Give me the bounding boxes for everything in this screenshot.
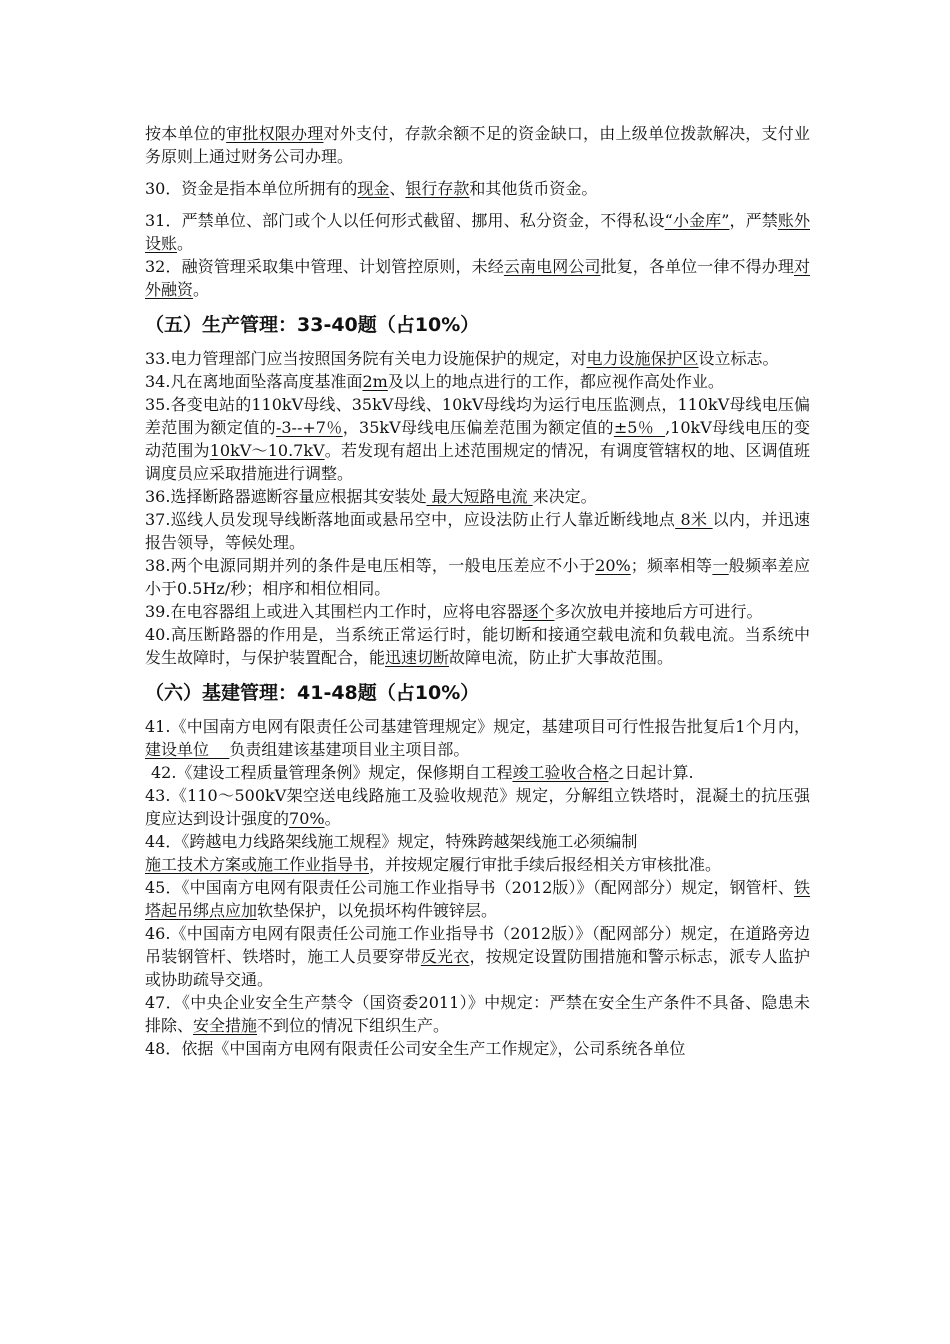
question-40 (145, 623, 810, 669)
answer-underline: 账外设账 (145, 211, 810, 253)
document-body (145, 122, 810, 1060)
text: 以内，并迅速报告领导，等候处理。 (145, 510, 810, 552)
text: 39.在电容器组上或进入其围栏内工作时，应将电容器 (145, 602, 523, 621)
text: 38.两个电源同期并列的条件是电压相等，一般电压差应不小于 (145, 556, 596, 575)
answer-underline: 安全措施 (193, 1016, 258, 1035)
question-35 (145, 393, 810, 485)
text: 36.选择断路器遮断容量应根据其安装处 (145, 487, 427, 506)
text: 33.电力管理部门应当按照国务院有关电力设施保护的规定，对 (145, 349, 587, 368)
answer-underline: 对外融资 (145, 257, 810, 299)
answer-underline: 审批权限办理 (226, 124, 324, 143)
text: 及以上的地点进行的工作，都应视作高处作业。 (387, 372, 724, 391)
text: 批复，各单位一律不得办理 (600, 257, 794, 276)
answer-underline: 8米 (675, 510, 713, 529)
text: 46.《中国南方电网有限责任公司施工作业指导书（2012版）》（配网部分）规定，在道路旁边吊装钢管杆、铁塔时，施工人员要穿带 (145, 924, 810, 966)
text: 32．融资管理采取集中管理、计划管控原则，未经 (145, 257, 504, 276)
answer-underline: 2m (362, 372, 388, 391)
question-45 (145, 876, 810, 922)
text: ；频率相等 (630, 556, 713, 575)
answer-underline: -3--+7％ (275, 418, 343, 437)
text: 37.巡线人员发现导线断落地面或悬吊空中，应设法防止行人靠近断线地点 (145, 510, 676, 529)
text: 44．《跨越电力线路架线施工规程》规定，特殊跨越架线施工必须编制 (145, 832, 638, 851)
question-38 (145, 554, 810, 600)
answer-underline: 迅速切断 (385, 648, 450, 667)
text: 43.《110～500kV架空送电线路施工及验收规范》规定，分解组立铁塔时，混凝土的抗压强度应达到设计强度的 (145, 786, 810, 828)
question-37 (145, 508, 810, 554)
text: 按本单位的 (145, 124, 227, 143)
question-30 (145, 177, 810, 200)
section-heading-production: （五）生产管理：33-40题（占10%） (145, 314, 480, 336)
answer-underline: 竣工验收合格 (512, 763, 609, 782)
text: 30．资金是指本单位所拥有的 (145, 179, 358, 198)
text: 。 (177, 234, 194, 253)
text: 来决定。 (532, 487, 597, 506)
answer-underline: 20% (595, 556, 631, 575)
question-44 (145, 830, 810, 876)
answer-underline: 最大短路电流 (426, 487, 533, 506)
question-33 (145, 347, 810, 370)
question-36 (145, 485, 810, 508)
text: ，严禁 (729, 211, 778, 230)
paragraph-continued (145, 122, 810, 168)
question-42 (145, 761, 810, 784)
answer-underline: 银行存款 (405, 179, 470, 198)
text: 。 (193, 280, 210, 299)
answer-underline: 现金 (357, 179, 390, 198)
text: 对外支付，存款余额不足的资金缺口，由上级单位拨款解决，支付业务原则上通过财务公司办理。 (145, 124, 810, 166)
answer-underline: 反光衣 (420, 947, 470, 966)
answer-underline: 70% (289, 809, 325, 828)
text: 之日起计算. (608, 763, 694, 782)
question-46 (145, 922, 810, 991)
answer-underline: “小金库” (664, 211, 730, 230)
text: 般频率差应小于0.5Hz/秒；相序和相位相同。 (145, 556, 810, 598)
text: ，按规定设置防围措施和警示标志，派专人监护或协助疏导交通。 (145, 947, 810, 989)
question-34 (145, 370, 810, 393)
text: 45．《中国南方电网有限责任公司施工作业指导书（2012版）》（配网部分）规定，钢管杆、 (145, 878, 794, 897)
text: 。若发现有超出上述范围规定的情况，有调度管辖权的地、区调值班调度员应采取措施进行调整。 (145, 441, 810, 483)
answer-underline: 电力设施保护区 (586, 349, 699, 368)
text: 48．依据《中国南方电网有限责任公司安全生产工作规定》，公司系统各单位 (145, 1039, 686, 1058)
answer-underline: 一 (712, 556, 729, 575)
text: 47．《中央企业安全生产禁令（国资委2011）》中规定：严禁在安全生产条件不具备、隐患未排除、 (145, 993, 810, 1035)
text: 40.高压断路器的作用是，当系统正常运行时，能切断和接通空载电流和负载电流。当系统中发生故障时，与保护装置配合，能 (145, 625, 810, 667)
question-32 (145, 255, 810, 301)
question-43 (145, 784, 810, 830)
text: 设立标志。 (698, 349, 779, 368)
question-41 (145, 715, 810, 761)
text: 。 (324, 809, 341, 828)
text: ，35kV母线电压偏差范围为额定值的 (342, 418, 614, 437)
text: 和其他货币资金。 (469, 179, 598, 198)
question-47 (145, 991, 810, 1037)
text: 34.凡在离地面坠落高度基准面 (145, 372, 363, 391)
section-heading-construction: （六）基建管理：41-48题（占10%） (145, 682, 480, 704)
text: ,10kV母线电压的变动范围为 (145, 418, 810, 460)
answer-underline: 10kV～10.7kV (209, 441, 325, 460)
text: 、 (389, 179, 406, 198)
answer-underline: 逐个 (522, 602, 555, 621)
text: 42.《建设工程质量管理条例》规定，保修期自工程 (151, 763, 513, 782)
question-31 (145, 209, 810, 255)
text: 35.各变电站的110kV母线、35kV母线、10kV母线均为运行电压监测点，110kV母线电压偏差范围为额定值的 (145, 395, 810, 437)
answer-underline: 施工技术方案或施工作业指导书 (145, 855, 370, 874)
answer-underline: 铁塔起吊绑点应加 (145, 878, 810, 920)
text: 不到位的情况下组织生产。 (257, 1016, 450, 1035)
text: ，并按规定履行审批手续后报经相关方审核批准。 (369, 855, 722, 874)
text: 31．严禁单位、部门或个人以任何形式截留、挪用、私分资金，不得私设 (145, 211, 665, 230)
question-39 (145, 600, 810, 623)
question-48 (145, 1037, 810, 1060)
text: 故障电流，防止扩大事故范围。 (449, 648, 674, 667)
text: 负责组建该基建项目业主项目部。 (229, 740, 470, 759)
text: 多次放电并接地后方可进行。 (554, 602, 763, 621)
text: 软垫保护，以免损坏构件镀锌层。 (257, 901, 498, 920)
text: 41.《中国南方电网有限责任公司基建管理规定》规定，基建项目可行性报告批复后1个月内， (145, 717, 810, 736)
answer-underline: 建设单位 (145, 740, 230, 759)
answer-underline: 云南电网公司 (503, 257, 601, 276)
answer-underline: ±5％ (613, 418, 666, 437)
